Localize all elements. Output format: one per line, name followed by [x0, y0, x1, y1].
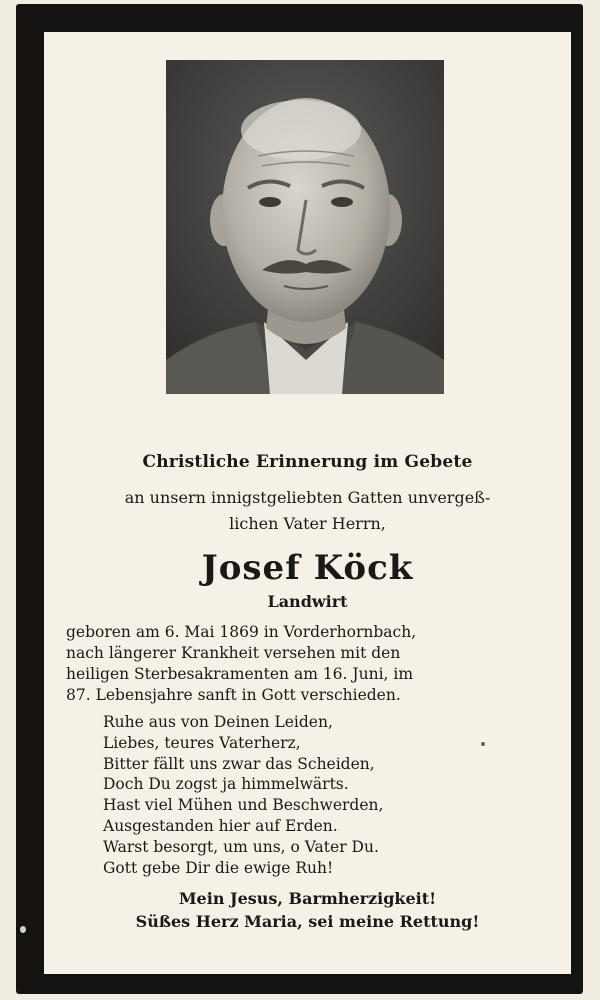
biography-line: 87. Lebensjahre sanft in Gott verschieden.: [66, 686, 401, 704]
dedication-text: [44, 485, 571, 537]
occupation: Landwirt: [267, 592, 348, 611]
paper-speck: [481, 742, 485, 746]
closing-prayer-1: Mein Jesus, Barmherzigkeit!: [178, 889, 437, 908]
paper-speck: [20, 926, 26, 933]
dedication-line: an unsern innigstgeliebten Gatten unvergeß-: [124, 488, 491, 507]
poem-line: Ruhe aus von Deinen Leiden,: [103, 713, 333, 731]
poem-line: Hast viel Mühen und Beschwerden,: [103, 796, 384, 815]
dedication-line: lichen Vater Herrn,: [229, 514, 386, 533]
poem-line: Doch Du zogst ja himmelwärts.: [103, 775, 349, 794]
poem-line: Bitter fällt uns zwar das Scheiden,: [103, 754, 375, 773]
poem-line: Ausgestanden hier auf Erden.: [103, 816, 338, 835]
deceased-name: Josef Köck: [201, 548, 414, 588]
portrait-illustration: [166, 60, 444, 394]
closing-prayer-2: Süßes Herz Maria, sei meine Rettung!: [135, 912, 480, 931]
poem-line: Gott gebe Dir die ewige Ruh!: [103, 858, 334, 877]
biography-line: nach längerer Krankheit versehen mit den: [66, 644, 401, 662]
poem-line: Liebes, teures Vaterherz,: [103, 733, 301, 752]
poem-line: Warst besorgt, um uns, o Vater Du.: [103, 837, 379, 856]
biography-line: geboren am 6. Mai 1869 in Vorderhornbach,: [66, 623, 417, 641]
memorial-poem: [103, 712, 523, 878]
portrait-photo: [166, 60, 444, 394]
biography-line: heiligen Sterbesakramenten am 16. Juni, im: [66, 665, 414, 683]
card-heading: Christliche Erinnerung im Gebete: [142, 452, 473, 472]
biography-text: [66, 622, 546, 706]
